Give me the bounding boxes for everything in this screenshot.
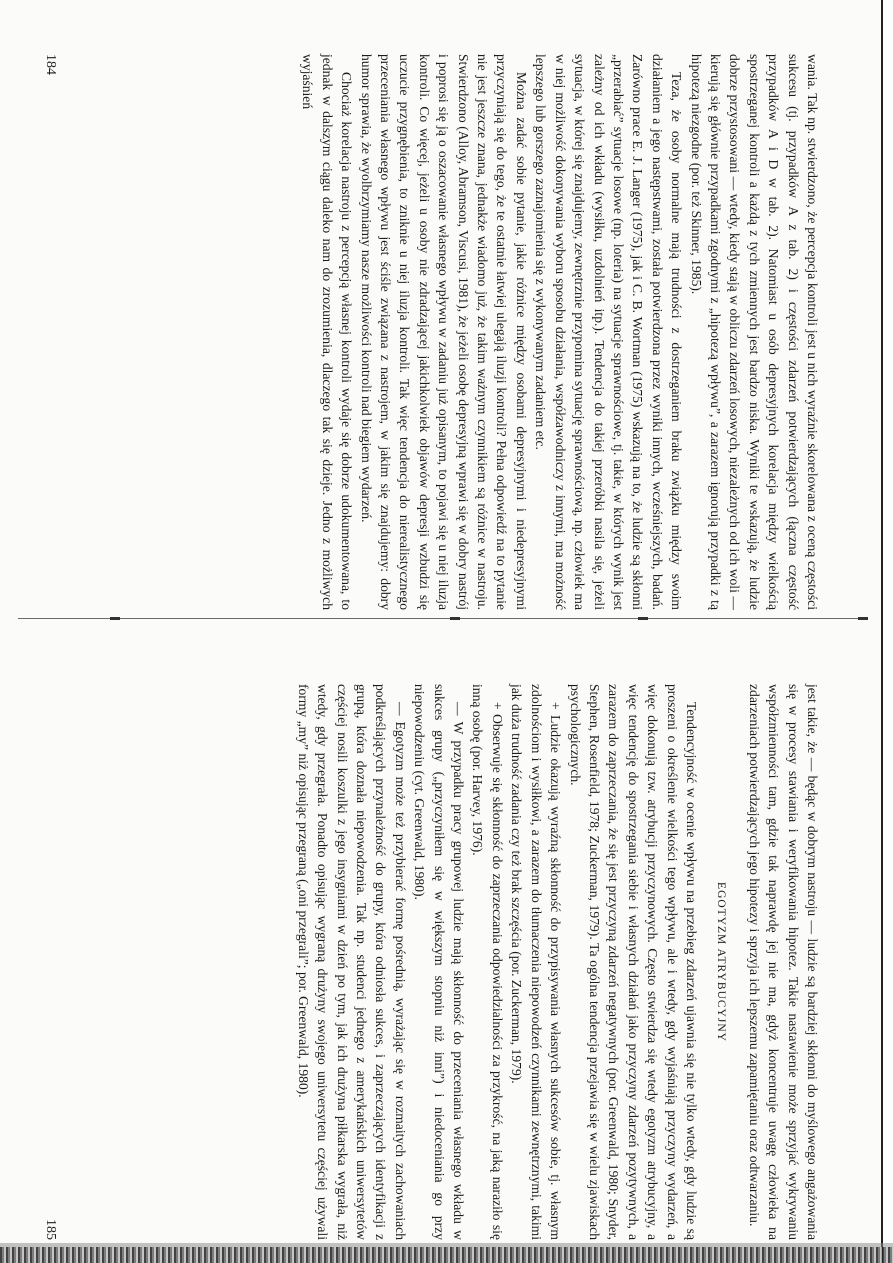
spine-divider [18,618,868,619]
left-page-text [298,54,822,610]
page-number: 184 [43,54,58,75]
paragraph: Teza, że osoby normalne mają trudności z dostrzeganiem braku związku między swoim działaniem a jego następstwami, została potwierdzona przez wyniki innych, wcześniejszych, badań. Zarówno prace E. J. Langer (1975), jak i C. B. Wortman (1975) wskazują na to, że ludzie są skłonni „przerabiać” sytuacje losowe (np. loteria) na sytuacje sprawnościowe, tj. takie, w których wynik jest zależny od ich wkładu (wysiłku, uzdolnień itp.). Tendencja do takiej przeróbki nasila się, jeżeli sytuacja, w której się znajdujemy, zewnętrznie przypomina sytuację sprawnościową, np. człowiek ma w niej możliwość dokonywania wyboru sposobu działania, współzawodniczy z innymi, ma możność lepszego lub gorszego zaznajomienia się z wykonywanym zadaniem etc. [533,54,685,610]
paragraph: + Ludzie okazują wyraźną skłonność do przypisywania własnych sukcesów sobie, tj. własnym zdolnościom i wysiłkowi, a zarazem do tłumaczenia niepowodzeń czynnikami zewnętrznymi, takimi jak duża trudność zadania czy też brak szczęścia (por. Zuckerman, 1979). [509,684,564,1240]
right-page [0,650,880,1260]
paragraph: jest takie, że — będąc w dobrym nastroju — ludzie są bardziej skłonni do myślowego angażowania się w procesy stawiania i weryfikowania hipotez. Takie nastawienie może sprzyjać wykrywaniu współzmienności tam, gdzie tak naprawdę jej nie ma, gdyż koncentruje uwagę człowieka na zdarzeniach potwierdzających jego hipotezy i sprzyja ich lepszemu zapamiętaniu oraz odtwarzaniu. [746,684,820,1240]
scan-edge [881,0,893,1263]
crease-mark [638,617,648,620]
scan-edge-line [881,0,883,1263]
crease-mark [110,617,120,620]
right-page-text [293,684,822,1240]
paragraph: Tendencyjność w ocenie wpływu na przebieg zdarzeń ujawnia się nie tylko wtedy, gdy ludzie są proszeni o określenie wielkości tego wpływu, ale i wtedy, gdy wyjaśniają przyczyny wydarzeń, a więc dokonują tzw. atrybucji przyczynowych. Często stwierdza się wtedy egotyzm atrybucyjny, a więc tendencję do spostrzegania siebie i własnych działań jako przyczyny zdarzeń pozytywnych, a zarazem do zaprzeczania, że się jest przyczyną zdarzeń negatywnych (por. Greenwald, 1980; Snyder, Stephen, Rosenfield, 1978; Zuckerman, 1979). Ta ogólna tendencja przejawia się w wielu zjawiskach psychologicznych. [567,684,699,1240]
paragraph: Można zadać sobie pytanie, jakie różnice między osobami depresyjnymi i niedepresyjnymi przyczyniają się do tego, że te ostatnie łatwiej ulegają iluzji kontroli? Pełna odpowiedź na to pytanie nie jest jeszcze znana, jednakże wiadomo już, że takim ważnym czynnikiem są różnice w nastroju. Stwierdzono (Alloy, Abramson, Viscusi, 1981), że jeżeli osobę depresyjną wprawi się w dobry nastrój i poprosi się ją o oszacowanie własnego wpływu w zadaniu już opisanym, to pojawi się u niej iluzja kontroli. Co więcej, jeżeli u osoby nie zdradzającej jakichkolwiek objawów depresji wzbudzi się uczucie przygnębienia, to zniknie u niej iluzja kontroli. Tak więc tendencja do nierealistycznego przeceniania własnego wpływu jest ściśle związana z nastrojem, w jakim się znajdujemy: dobry humor sprawia, że wyolbrzymiamy nasze możliwości kontroli nad biegiem wydarzeń. [358,54,529,610]
paragraph: — Egotyzm może też przybierać formę pośrednią, wyrażając się w rozmaitych zachowaniach podkreślających przynależność do grupy, która odniosła sukces, i zaprzeczających identyfikacji z grupą, która doznała niepowodzenia. Tak np. studenci jednego z amerykańskich uniwersytetów częściej nosili koszulki z jego insygniami w dzień po tym, jak ich drużyna piłkarska wygrała, niż wtedy, gdy przegrała. Ponadto opisując wygraną drużyny swojego uniwersytetu częściej używali formy „my” niż opisując przegraną („oni przegrali”; por. Greenwald, 1980). [295,684,408,1240]
scan-page-edges [0,1247,893,1263]
paragraph: Chociaż korelacja nastroju z percepcją własnej kontroli wydaje się dobrze udokumentowana, to jednak w dalszym ciągu daleko nam do zrozumienia, dlaczego tak się dzieje. Jedno z możliwych wyjaśnień [300,54,355,610]
paragraph: wania. Tak np. stwierdzono, że percepcja kontroli jest u nich wyraźnie skorelowana z oceną częstości sukcesu (tj. przypadków A z tab. 2) i częstości zdarzeń potwierdzających (łączna częstość przypadków A i D w tab. 2). Natomiast u osób depresyjnych korelacja między wielkością spostrzeganej kontroli a każdą z tych zmiennych jest bardzo niska. Wyniki te wskazują, że ludzie dobrze przystosowani — wtedy, kiedy stają w obliczu zdarzeń losowych, niezależnych od ich woli — kierują się głównie przypadkami zgodnymi z „hipotezą wpływu”, a zarazem ignorują przypadki z tą hipotezą niezgodne (por. też Skinner, 1985). [688,54,820,610]
paragraph: + Obserwuje się skłonność do zaprzeczania odpowiedzialności za przykrość, na jaką naraziło się inną osobę (por. Harvey, 1976). [470,684,505,1240]
crease-mark [858,617,868,620]
left-page [0,20,880,630]
paragraph: — W przypadku pracy grupowej ludzie mają skłonność do przeceniania własnego wkładu w sukces grupy („przyczyniłem się w większym stopniu niż inni”) i niedoceniania go przy niepowodzeniu (cyt. Greenwald, 1980). [412,684,467,1240]
crease-mark [450,617,460,620]
page-number: 185 [43,1219,58,1240]
section-heading: EGOTYZM ATRYBUCYJNY [715,882,728,1042]
